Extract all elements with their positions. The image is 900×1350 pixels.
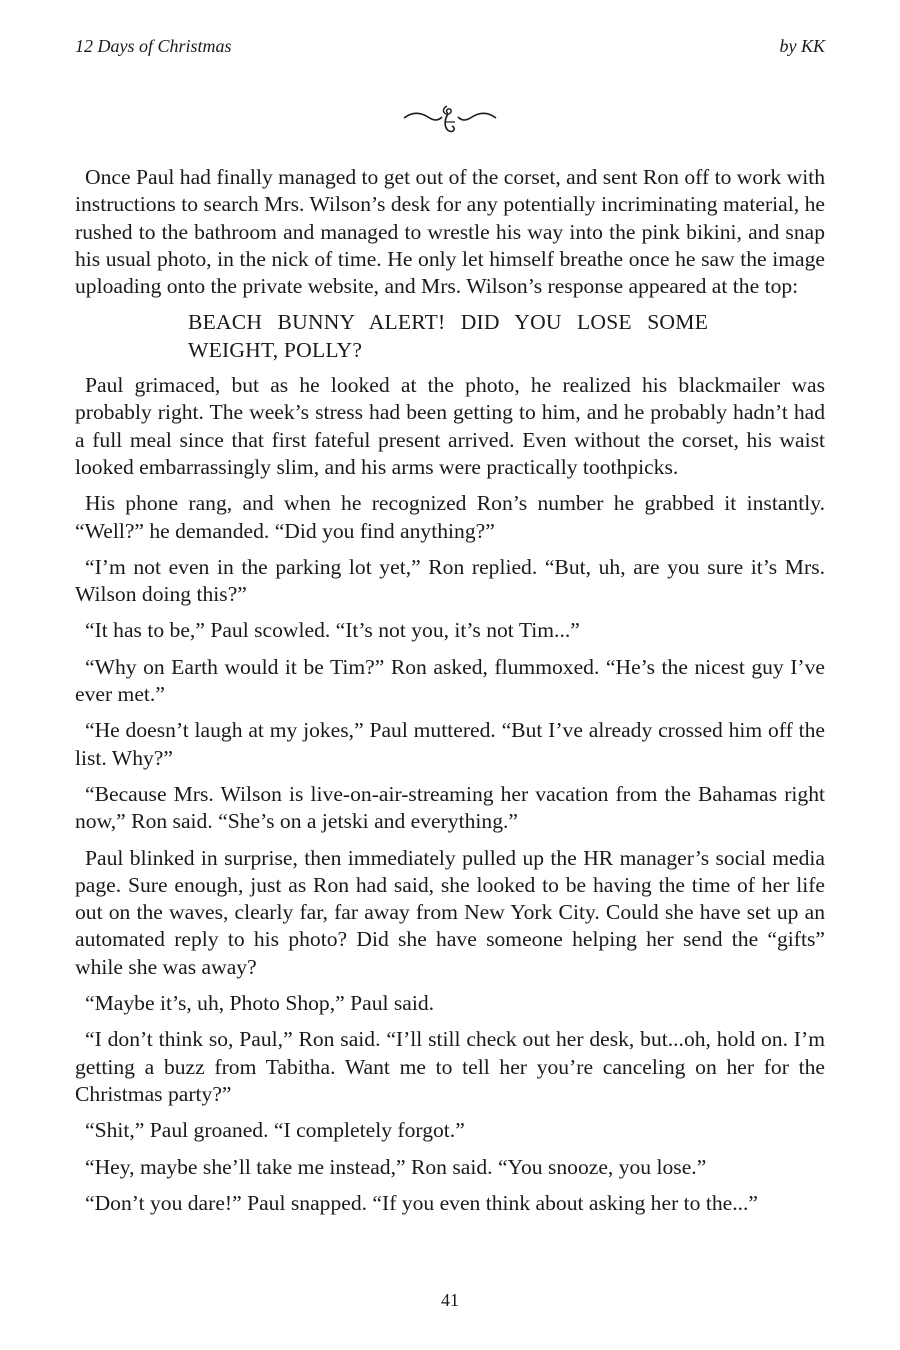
paragraph: “Hey, maybe she’ll take me instead,” Ron said. “You snooze, you lose.” (85, 1154, 707, 1179)
paragraph: “Don’t you dare!” Paul snapped. “If you even think about asking her to the...” (85, 1190, 759, 1215)
paragraph: “It has to be,” Paul scowled. “It’s not you, it’s not Tim...” (85, 618, 580, 643)
block-quote: BEACH BUNNY ALERT! DID YOU LOSE SOME WEIGHT, POLLY? (188, 310, 708, 362)
paragraph: “Shit,” Paul groaned. “I completely forgot.” (85, 1118, 465, 1143)
paragraph: “Because Mrs. Wilson is live-on-air-streaming her vacation from the Bahamas right now,” Ron said. “She’s on a jetski and everything.” (75, 781, 825, 834)
body-text (75, 164, 825, 1226)
paragraph: Paul grimaced, but as he looked at the photo, he realized his blackmailer was probably right. The week’s stress had been getting to him, and he probably hadn’t had a full meal since that first fateful present arrived. Even without the corset, his waist looked embarrassingly slim, and his arms were practically toothpicks. (75, 373, 825, 479)
paragraph: Paul blinked in surprise, then immediately pulled up the HR manager’s social media page. Sure enough, just as Ron had said, she looked to be having the time of her life out on the waves, clearly far, far away from New York City. Could she have set up an automated reply to his photo? Did she have someone helping her send the “gifts” while she was away? (75, 845, 825, 979)
paragraph: “Maybe it’s, uh, Photo Shop,” Paul said. (85, 991, 435, 1016)
paragraph: “I’m not even in the parking lot yet,” Ron replied. “But, uh, are you sure it’s Mrs. Wilson doing this?” (75, 554, 825, 607)
paragraph: “I don’t think so, Paul,” Ron said. “I’ll still check out her desk, but...oh, hold on. I’m getting a buzz from Tabitha. Want me to tell her you’re canceling on her for the Christmas party?” (75, 1027, 825, 1106)
page-number: 41 (441, 1290, 459, 1310)
scroll-flourish-icon (400, 100, 500, 136)
running-header-author: by KK (779, 36, 825, 56)
paragraph: “He doesn’t laugh at my jokes,” Paul muttered. “But I’ve already crossed him off the list. Why?” (75, 718, 825, 770)
running-header-title: 12 Days of Christmas (75, 36, 232, 56)
paragraph: “Why on Earth would it be Tim?” Ron asked, flummoxed. “He’s the nicest guy I’ve ever met.” (75, 654, 825, 707)
paragraph: Once Paul had finally managed to get out of the corset, and sent Ron off to work with instructions to search Mrs. Wilson’s desk for any potentially incriminating material, he rushed to the bathroom and managed to wrestle his way into the pink bikini, and snap his usual photo, in the nick of time. He only let himself breathe once he saw the image uploading onto the private website, and Mrs. Wilson’s response appeared at the top: (75, 165, 825, 299)
paragraph: His phone rang, and when he recognized Ron’s number he grabbed it instantly. “Well?” he demanded. “Did you find anything?” (75, 491, 825, 543)
